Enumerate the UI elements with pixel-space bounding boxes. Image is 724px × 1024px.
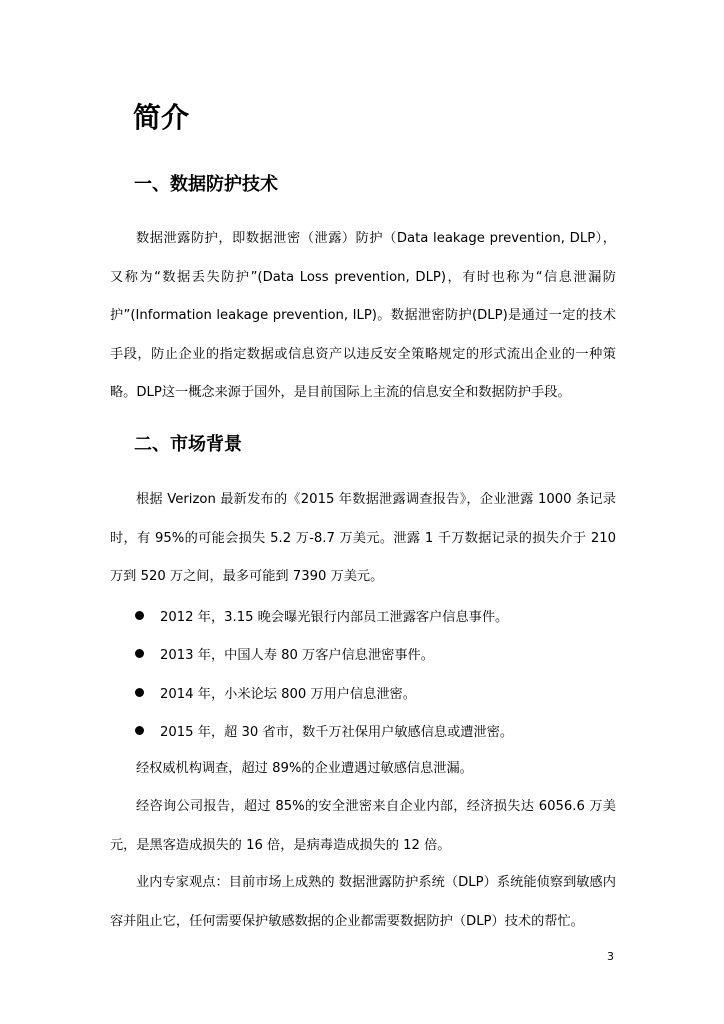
section-heading-market-background: 二、市场背景 <box>134 434 242 455</box>
section-heading-data-protection: 一、数据防护技术 <box>134 174 278 195</box>
bullet-icon <box>135 688 144 697</box>
list-item-text: 2013 年，中国人寿 80 万客户信息泄密事件。 <box>160 648 434 664</box>
bullet-icon <box>135 611 144 620</box>
paragraph-survey-89: 经权威机构调查，超过 89%的企业遭遇过敏感信息泄漏。 <box>136 761 473 776</box>
list-item-text: 2012 年，3.15 晚会曝光银行内部员工泄露客户信息事件。 <box>160 609 509 625</box>
paragraph-expert-opinion: 业内专家观点：目前市场上成熟的 数据泄露防护系统（DLP）系统能侦察到敏感内容并阻止它，任何需要保护敏感数据的企业都需要数据防护（DLP）技术的帮忙。 <box>110 875 616 929</box>
paragraph-dlp-definition: 数据泄露防护，即数据泄密（泄露）防护（Data leakage prevention, DLP），又称为“数据丢失防护”(Data Loss prevention, DLP)，有时也称为“信息泄漏防护”(Information leakage prevention, ILP)。数据泄密防护(DLP)是通过一定的技术手段，防止企业的指定数据或信息资产以违反安全策略规定的形式流出企业的一种策略。DLP这一概念来源于国外，是目前国际上主流的信息安全和数据防护手段。 <box>110 231 616 400</box>
page-number: 3 <box>607 950 614 963</box>
paragraph-verizon-report: 根据 Verizon 最新发布的《2015 年数据泄露调查报告》，企业泄露 1000 条记录时，有 95%的可能会损失 5.2 万-8.7 万美元。泄露 1 千万数据记录的损失介于 210 万到 520 万之间，最多可能到 7390 万美元。 <box>110 492 616 584</box>
list-item <box>135 635 513 674</box>
paragraph-consulting-report: 经咨询公司报告，超过 85%的安全泄密来自企业内部，经济损失达 6056.6 万美元，是黑客造成损失的 16 倍，是病毒造成损失的 12 倍。 <box>110 799 616 853</box>
list-item-text: 2015 年，超 30 省市，数千万社保用户敏感信息或遭泄密。 <box>160 725 514 741</box>
bullet-icon <box>135 649 144 658</box>
incident-list <box>135 596 513 750</box>
list-item-text: 2014 年，小米论坛 800 万用户信息泄密。 <box>160 686 416 702</box>
page-title: 简介 <box>133 101 190 134</box>
list-item <box>135 712 513 751</box>
list-item <box>135 673 513 712</box>
list-item <box>135 596 513 635</box>
bullet-icon <box>135 726 144 735</box>
